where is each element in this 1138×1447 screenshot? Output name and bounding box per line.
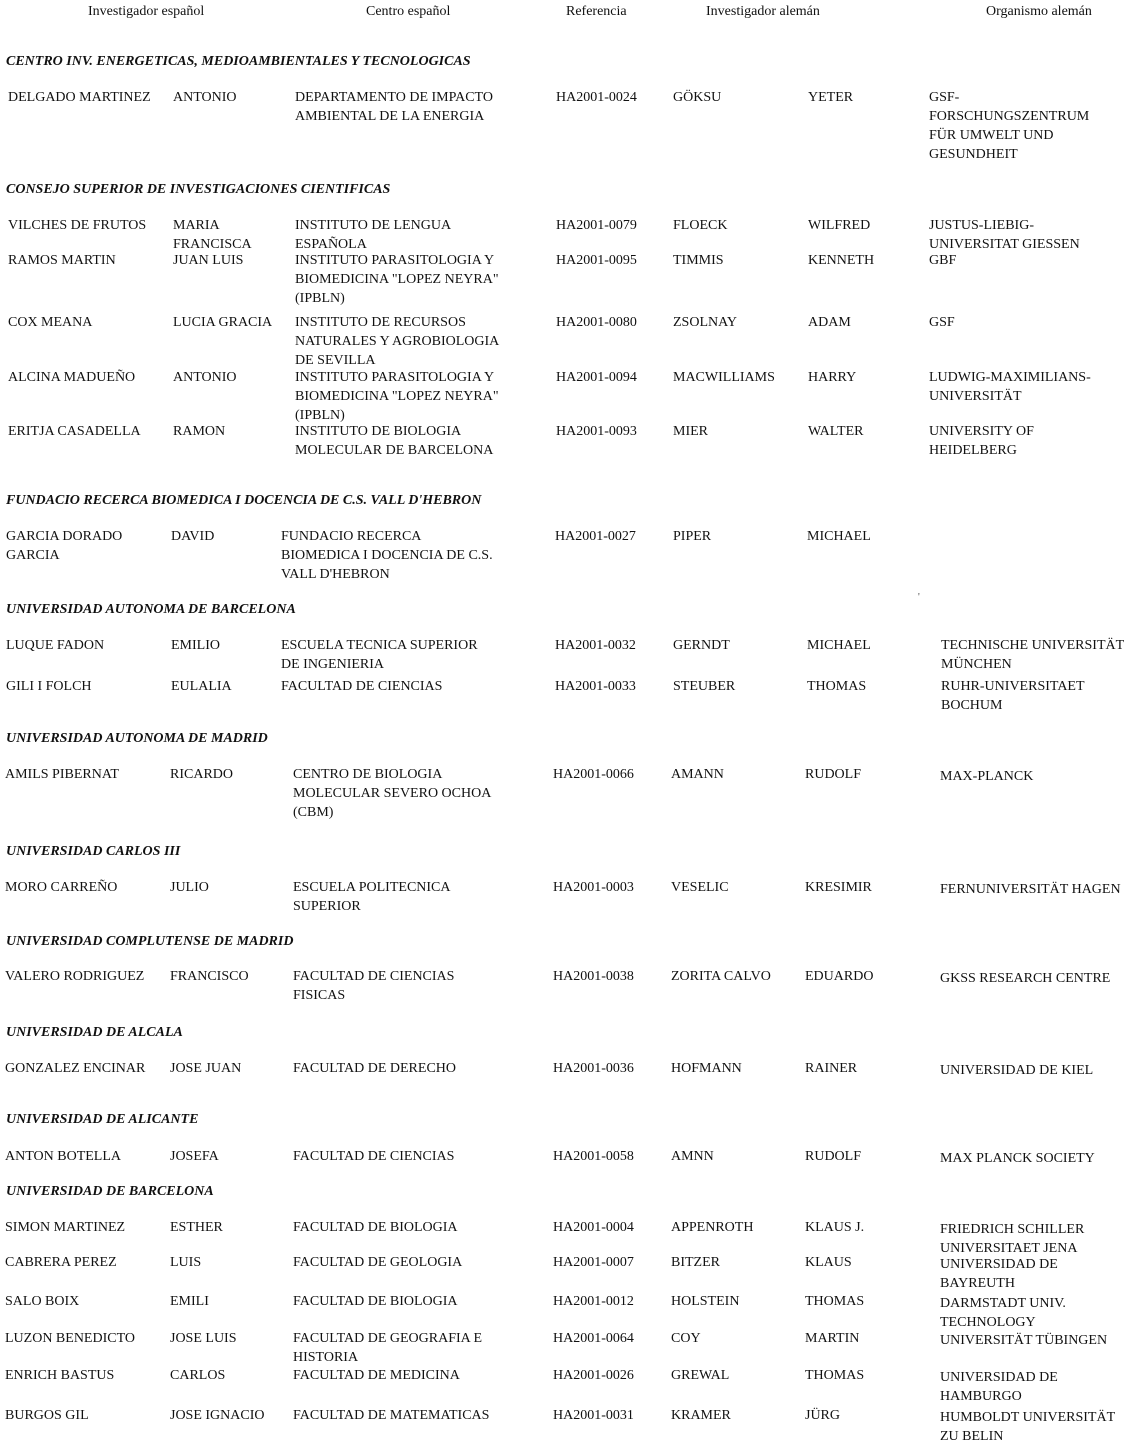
section-heading: UNIVERSIDAD AUTONOMA DE BARCELONA xyxy=(6,602,296,617)
spanish-center xyxy=(293,765,491,822)
spanish-surname xyxy=(8,422,141,441)
spanish-surname xyxy=(5,1147,121,1166)
spanish-surname-line: ERITJA CASADELLA xyxy=(8,424,141,439)
spanish-surname-line: DELGADO MARTINEZ xyxy=(8,90,151,105)
spanish-center-line: INSTITUTO DE BIOLOGIA xyxy=(295,424,462,439)
german-organization-line: BOCHUM xyxy=(941,698,1003,713)
spanish-given-name xyxy=(173,368,237,387)
german-given-name: THOMAS xyxy=(805,1294,865,1309)
spanish-given-name xyxy=(170,1147,219,1166)
section-heading: UNIVERSIDAD DE ALCALA xyxy=(6,1025,183,1040)
section-heading: FUNDACIO RECERCA BIOMEDICA I DOCENCIA DE C.S. VALL D'HEBRON xyxy=(6,493,482,508)
spanish-given-name-line: JOSE LUIS xyxy=(170,1331,237,1346)
german-organization-line: MAX-PLANCK xyxy=(940,769,1034,784)
german-organization-line: GBF xyxy=(929,253,957,268)
spanish-surname-line: GARCIA DORADO xyxy=(6,529,123,544)
german-given-name: RUDOLF xyxy=(805,1149,862,1164)
spanish-surname-line: VALERO RODRIGUEZ xyxy=(5,969,145,984)
spanish-center xyxy=(293,1329,482,1367)
spanish-surname-line: SIMON MARTINEZ xyxy=(5,1220,126,1235)
spanish-center xyxy=(293,967,454,1005)
german-organization xyxy=(941,677,1085,715)
spanish-center xyxy=(295,216,451,254)
german-organization-line: HEIDELBERG xyxy=(929,443,1017,458)
spanish-given-name-line: ANTONIO xyxy=(173,370,237,385)
spanish-surname-line: GARCIA xyxy=(6,548,60,563)
german-organization xyxy=(929,88,1089,164)
spanish-center-line: INSTITUTO DE RECURSOS xyxy=(295,315,466,330)
section-heading: UNIVERSIDAD DE BARCELONA xyxy=(6,1184,214,1199)
spanish-given-name-line: JUAN LUIS xyxy=(173,253,244,268)
german-organization xyxy=(940,767,1033,786)
spanish-center-line: FACULTAD DE CIENCIAS xyxy=(281,679,443,694)
german-surname: APPENROTH xyxy=(671,1220,754,1235)
german-surname: AMNN xyxy=(671,1149,714,1164)
german-organization xyxy=(929,313,955,332)
spanish-center-line: BIOMEDICINA "LOPEZ NEYRA" xyxy=(295,389,499,404)
spanish-center xyxy=(293,1147,454,1166)
german-organization-line: HAMBURGO xyxy=(940,1389,1022,1404)
spanish-center-line: SUPERIOR xyxy=(293,899,361,914)
reference-code: HA2001-0024 xyxy=(556,90,637,105)
german-organization xyxy=(940,1061,1093,1080)
spanish-center xyxy=(295,251,499,308)
german-surname: HOLSTEIN xyxy=(671,1294,740,1309)
spanish-given-name-line: ESTHER xyxy=(170,1220,223,1235)
german-organization-line: FERNUNIVERSITÄT HAGEN xyxy=(940,882,1121,897)
spanish-given-name-line: CARLOS xyxy=(170,1368,226,1383)
spanish-center xyxy=(295,368,499,425)
german-organization-line: UNIVERSITAT GIESSEN xyxy=(929,237,1080,252)
reference-code: HA2001-0012 xyxy=(553,1294,634,1309)
german-organization-line: GSF- xyxy=(929,90,960,105)
spanish-surname xyxy=(8,88,151,107)
german-organization xyxy=(940,1294,1066,1332)
spanish-surname xyxy=(5,1253,117,1272)
reference-code: HA2001-0036 xyxy=(553,1061,634,1076)
header-investigador-espanol: Investigador español xyxy=(88,4,205,19)
spanish-surname xyxy=(5,1292,79,1311)
spanish-center xyxy=(295,88,493,126)
german-organization xyxy=(940,1255,1058,1293)
spanish-center xyxy=(295,422,493,460)
german-surname: MIER xyxy=(673,424,708,439)
spanish-given-name xyxy=(170,1366,225,1385)
spanish-surname-line: GILI I FOLCH xyxy=(6,679,92,694)
spanish-given-name xyxy=(170,1329,237,1348)
spanish-surname xyxy=(5,1218,125,1237)
spanish-given-name xyxy=(173,88,237,107)
german-organization-line: ZU BELIN xyxy=(940,1429,1004,1444)
spanish-surname-line: AMILS PIBERNAT xyxy=(5,767,119,782)
section-heading: UNIVERSIDAD COMPLUTENSE DE MADRID xyxy=(6,934,294,949)
spanish-given-name xyxy=(171,677,232,696)
spanish-center xyxy=(281,527,493,584)
german-organization-line: UNIVERSITY OF xyxy=(929,424,1034,439)
german-organization-line: GKSS RESEARCH CENTRE xyxy=(940,971,1111,986)
spanish-given-name xyxy=(171,527,214,546)
spanish-surname-line: LUQUE FADON xyxy=(6,638,105,653)
german-organization-line: BAYREUTH xyxy=(940,1276,1015,1291)
spanish-center-line: MOLECULAR DE BARCELONA xyxy=(295,443,494,458)
spanish-given-name-line: FRANCISCA xyxy=(173,237,252,252)
spanish-center-line: (IPBLN) xyxy=(295,291,345,306)
spanish-given-name xyxy=(173,313,272,332)
german-surname: TIMMIS xyxy=(673,253,724,268)
spanish-given-name-line: EMILIO xyxy=(171,638,220,653)
german-organization-line: FRIEDRICH SCHILLER xyxy=(940,1222,1085,1237)
spanish-center-line: (CBM) xyxy=(293,805,334,820)
spanish-given-name xyxy=(170,1292,209,1311)
reference-code: HA2001-0093 xyxy=(556,424,637,439)
spanish-given-name-line: JOSEFA xyxy=(170,1149,219,1164)
spanish-surname xyxy=(5,878,117,897)
spanish-surname-line: VILCHES DE FRUTOS xyxy=(8,218,147,233)
spanish-given-name-line: DAVID xyxy=(171,529,215,544)
spanish-given-name xyxy=(171,636,220,655)
german-organization-line: TECHNOLOGY xyxy=(940,1315,1036,1330)
german-organization-line: FÜR UMWELT UND xyxy=(929,128,1054,143)
spanish-given-name-line: EMILI xyxy=(170,1294,209,1309)
spanish-center-line: HISTORIA xyxy=(293,1350,359,1365)
reference-code: HA2001-0004 xyxy=(553,1220,634,1235)
german-organization xyxy=(929,368,1091,406)
reference-code: HA2001-0080 xyxy=(556,315,637,330)
spanish-surname xyxy=(6,527,122,565)
spanish-center-line: ESCUELA TECNICA SUPERIOR xyxy=(281,638,478,653)
spanish-center-line: FACULTAD DE MEDICINA xyxy=(293,1368,460,1383)
spanish-center-line: FACULTAD DE BIOLOGIA xyxy=(293,1294,458,1309)
section-heading: UNIVERSIDAD DE ALICANTE xyxy=(6,1112,199,1127)
reference-code: HA2001-0064 xyxy=(553,1331,634,1346)
spanish-surname-line: SALO BOIX xyxy=(5,1294,80,1309)
spanish-center-line: AMBIENTAL DE LA ENERGIA xyxy=(295,109,485,124)
german-organization xyxy=(941,636,1124,674)
spanish-given-name xyxy=(170,967,249,986)
german-organization-line: MÜNCHEN xyxy=(941,657,1012,672)
german-organization-line: GSF xyxy=(929,315,955,330)
spanish-surname xyxy=(6,636,104,655)
header-referencia: Referencia xyxy=(566,4,627,19)
german-surname: VESELIC xyxy=(671,880,729,895)
german-given-name: MICHAEL xyxy=(807,529,871,544)
german-given-name: RAINER xyxy=(805,1061,858,1076)
german-given-name: WILFRED xyxy=(808,218,871,233)
german-surname: GREWAL xyxy=(671,1368,730,1383)
section-heading: UNIVERSIDAD AUTONOMA DE MADRID xyxy=(6,731,268,746)
spanish-center-line: CENTRO DE BIOLOGIA xyxy=(293,767,443,782)
spanish-center-line: NATURALES Y AGROBIOLOGIA xyxy=(295,334,500,349)
spanish-center-line: DEPARTAMENTO DE IMPACTO xyxy=(295,90,493,105)
german-organization xyxy=(940,1331,1107,1350)
section-heading: CONSEJO SUPERIOR DE INVESTIGACIONES CIENTIFICAS xyxy=(6,182,391,197)
spanish-center xyxy=(293,1218,458,1237)
german-organization xyxy=(940,1368,1058,1406)
spanish-center xyxy=(281,677,442,696)
spanish-center xyxy=(293,1366,460,1385)
german-surname: GERNDT xyxy=(673,638,730,653)
spanish-surname xyxy=(5,1059,145,1078)
spanish-surname xyxy=(5,1366,114,1385)
spanish-surname xyxy=(5,765,119,784)
german-given-name: MARTIN xyxy=(805,1331,860,1346)
spanish-given-name xyxy=(170,765,233,784)
german-organization-line: JUSTUS-LIEBIG- xyxy=(929,218,1034,233)
german-given-name: MICHAEL xyxy=(807,638,871,653)
spanish-center-line: FACULTAD DE BIOLOGIA xyxy=(293,1220,458,1235)
german-surname: KRAMER xyxy=(671,1408,731,1423)
reference-code: HA2001-0003 xyxy=(553,880,634,895)
german-given-name: KLAUS xyxy=(805,1255,852,1270)
reference-code: HA2001-0038 xyxy=(553,969,634,984)
german-organization-line: UNIVERSIDAD DE xyxy=(940,1370,1058,1385)
spanish-center-line: BIOMEDICA I DOCENCIA DE C.S. xyxy=(281,548,493,563)
german-organization-line: LUDWIG-MAXIMILIANS- xyxy=(929,370,1091,385)
reference-code: HA2001-0033 xyxy=(555,679,636,694)
spanish-center-line: FACULTAD DE GEOLOGIA xyxy=(293,1255,463,1270)
german-surname: MACWILLIAMS xyxy=(673,370,775,385)
german-organization-line: UNIVERSIDAD DE xyxy=(940,1257,1058,1272)
spanish-surname-line: BURGOS GIL xyxy=(5,1408,89,1423)
spanish-given-name xyxy=(170,1253,201,1272)
spanish-center-line: FACULTAD DE GEOGRAFIA E xyxy=(293,1331,483,1346)
reference-code: HA2001-0026 xyxy=(553,1368,634,1383)
german-organization xyxy=(940,969,1110,988)
spanish-center-line: INSTITUTO PARASITOLOGIA Y xyxy=(295,370,495,385)
spanish-center-line: INSTITUTO PARASITOLOGIA Y xyxy=(295,253,495,268)
spanish-surname-line: COX MEANA xyxy=(8,315,93,330)
spanish-surname-line: ENRICH BASTUS xyxy=(5,1368,115,1383)
spanish-center-line: BIOMEDICINA "LOPEZ NEYRA" xyxy=(295,272,499,287)
spanish-given-name-line: EULALIA xyxy=(171,679,232,694)
spanish-given-name xyxy=(173,251,243,270)
german-given-name: YETER xyxy=(808,90,854,105)
spanish-surname-line: GONZALEZ ENCINAR xyxy=(5,1061,146,1076)
german-organization-line: RUHR-UNIVERSITAET xyxy=(941,679,1085,694)
german-organization xyxy=(940,880,1121,899)
spanish-given-name xyxy=(173,216,252,254)
german-given-name: HARRY xyxy=(808,370,857,385)
reference-code: HA2001-0079 xyxy=(556,218,637,233)
spanish-given-name-line: RAMON xyxy=(173,424,226,439)
reference-code: HA2001-0094 xyxy=(556,370,637,385)
german-organization xyxy=(940,1220,1084,1258)
spanish-center-line: FACULTAD DE DERECHO xyxy=(293,1061,456,1076)
spanish-given-name-line: LUCIA GRACIA xyxy=(173,315,273,330)
reference-code: HA2001-0066 xyxy=(553,767,634,782)
section-heading: UNIVERSIDAD CARLOS III xyxy=(6,844,181,859)
spanish-given-name xyxy=(170,1059,241,1078)
german-surname: BITZER xyxy=(671,1255,720,1270)
german-given-name: JÜRG xyxy=(805,1408,841,1423)
spanish-center xyxy=(293,1059,456,1078)
spanish-center xyxy=(293,1253,462,1272)
spanish-surname-line: CABRERA PEREZ xyxy=(5,1255,117,1270)
reference-code: HA2001-0027 xyxy=(555,529,636,544)
spanish-surname-line: MORO CARREÑO xyxy=(5,880,118,895)
reference-code: HA2001-0032 xyxy=(555,638,636,653)
german-surname: HOFMANN xyxy=(671,1061,742,1076)
spanish-given-name xyxy=(170,1218,223,1237)
spanish-surname xyxy=(6,677,92,696)
reference-code: HA2001-0058 xyxy=(553,1149,634,1164)
header-organismo-aleman: Organismo alemán xyxy=(986,4,1092,19)
german-organization-line: UNIVERSIDAD DE KIEL xyxy=(940,1063,1094,1078)
spanish-center-line: VALL D'HEBRON xyxy=(281,567,390,582)
spanish-surname-line: ALCINA MADUEÑO xyxy=(8,370,136,385)
german-surname: COY xyxy=(671,1331,701,1346)
german-organization xyxy=(940,1408,1115,1446)
german-surname: FLOECK xyxy=(673,218,728,233)
spanish-center-line: ESCUELA POLITECNICA xyxy=(293,880,451,895)
stray-mark: ' xyxy=(918,592,920,603)
spanish-surname xyxy=(8,313,92,332)
german-organization-line: UNIVERSITÄT xyxy=(929,389,1022,404)
spanish-given-name-line: JOSE IGNACIO xyxy=(170,1408,265,1423)
spanish-center-line: INSTITUTO DE LENGUA xyxy=(295,218,452,233)
german-organization-line: FORSCHUNGSZENTRUM xyxy=(929,109,1090,124)
german-organization-line: GESUNDHEIT xyxy=(929,147,1018,162)
spanish-center xyxy=(295,313,499,370)
spanish-center xyxy=(293,1292,458,1311)
spanish-surname-line: ANTON BOTELLA xyxy=(5,1149,122,1164)
german-given-name: ADAM xyxy=(808,315,851,330)
spanish-given-name-line: JOSE JUAN xyxy=(170,1061,242,1076)
german-organization xyxy=(940,1149,1095,1168)
spanish-given-name-line: LUIS xyxy=(170,1255,202,1270)
german-given-name: RUDOLF xyxy=(805,767,862,782)
german-surname: PIPER xyxy=(673,529,712,544)
spanish-surname xyxy=(8,368,135,387)
spanish-given-name xyxy=(173,422,225,441)
spanish-given-name xyxy=(170,1406,265,1425)
reference-code: HA2001-0007 xyxy=(553,1255,634,1270)
german-organization xyxy=(929,251,956,270)
german-given-name: KLAUS J. xyxy=(805,1220,865,1235)
german-given-name: KRESIMIR xyxy=(805,880,872,895)
spanish-surname xyxy=(5,1406,89,1425)
german-given-name: KENNETH xyxy=(808,253,875,268)
german-organization-line: MAX PLANCK SOCIETY xyxy=(940,1151,1095,1166)
german-given-name: THOMAS xyxy=(807,679,867,694)
german-given-name: WALTER xyxy=(808,424,864,439)
spanish-surname xyxy=(5,1329,135,1348)
spanish-given-name-line: RICARDO xyxy=(170,767,234,782)
reference-code: HA2001-0031 xyxy=(553,1408,634,1423)
german-surname: ZORITA CALVO xyxy=(671,969,771,984)
german-organization xyxy=(929,216,1080,254)
spanish-center-line: FISICAS xyxy=(293,988,346,1003)
german-surname: STEUBER xyxy=(673,679,736,694)
spanish-given-name-line: FRANCISCO xyxy=(170,969,249,984)
spanish-given-name-line: ANTONIO xyxy=(173,90,237,105)
spanish-given-name-line: JULIO xyxy=(170,880,209,895)
spanish-center-line: MOLECULAR SEVERO OCHOA xyxy=(293,786,492,801)
german-organization-line: UNIVERSITAET JENA xyxy=(940,1241,1078,1256)
german-organization xyxy=(929,422,1034,460)
german-surname: ZSOLNAY xyxy=(673,315,738,330)
spanish-center-line: FACULTAD DE MATEMATICAS xyxy=(293,1408,490,1423)
german-organization-line: HUMBOLDT UNIVERSITÄT xyxy=(940,1410,1116,1425)
german-organization-line: DARMSTADT UNIV. xyxy=(940,1296,1066,1311)
reference-code: HA2001-0095 xyxy=(556,253,637,268)
header-centro-espanol: Centro español xyxy=(366,4,451,19)
spanish-surname-line: RAMOS MARTIN xyxy=(8,253,116,268)
spanish-center xyxy=(293,1406,489,1425)
spanish-center xyxy=(281,636,478,674)
spanish-given-name-line: MARIA xyxy=(173,218,220,233)
spanish-center-line: FUNDACIO RECERCA xyxy=(281,529,422,544)
spanish-given-name xyxy=(170,878,209,897)
spanish-center-line: ESPAÑOLA xyxy=(295,237,367,252)
spanish-surname xyxy=(8,251,116,270)
spanish-surname xyxy=(8,216,146,235)
header-investigador-aleman: Investigador alemán xyxy=(706,4,820,19)
spanish-surname-line: LUZON BENEDICTO xyxy=(5,1331,136,1346)
spanish-center-line: FACULTAD DE CIENCIAS xyxy=(293,1149,455,1164)
spanish-surname xyxy=(5,967,144,986)
spanish-center-line: FACULTAD DE CIENCIAS xyxy=(293,969,455,984)
german-organization-line: UNIVERSITÄT TÜBINGEN xyxy=(940,1333,1108,1348)
german-organization-line: TECHNISCHE UNIVERSITÄT xyxy=(941,638,1125,653)
german-given-name: THOMAS xyxy=(805,1368,865,1383)
spanish-center-line: (IPBLN) xyxy=(295,408,345,423)
spanish-center-line: DE INGENIERIA xyxy=(281,657,385,672)
german-given-name: EDUARDO xyxy=(805,969,874,984)
spanish-center-line: DE SEVILLA xyxy=(295,353,376,368)
german-surname: GÖKSU xyxy=(673,90,722,105)
spanish-center xyxy=(293,878,451,916)
section-heading: CENTRO INV. ENERGETICAS, MEDIOAMBIENTALES Y TECNOLOGICAS xyxy=(6,54,471,69)
german-surname: AMANN xyxy=(671,767,724,782)
